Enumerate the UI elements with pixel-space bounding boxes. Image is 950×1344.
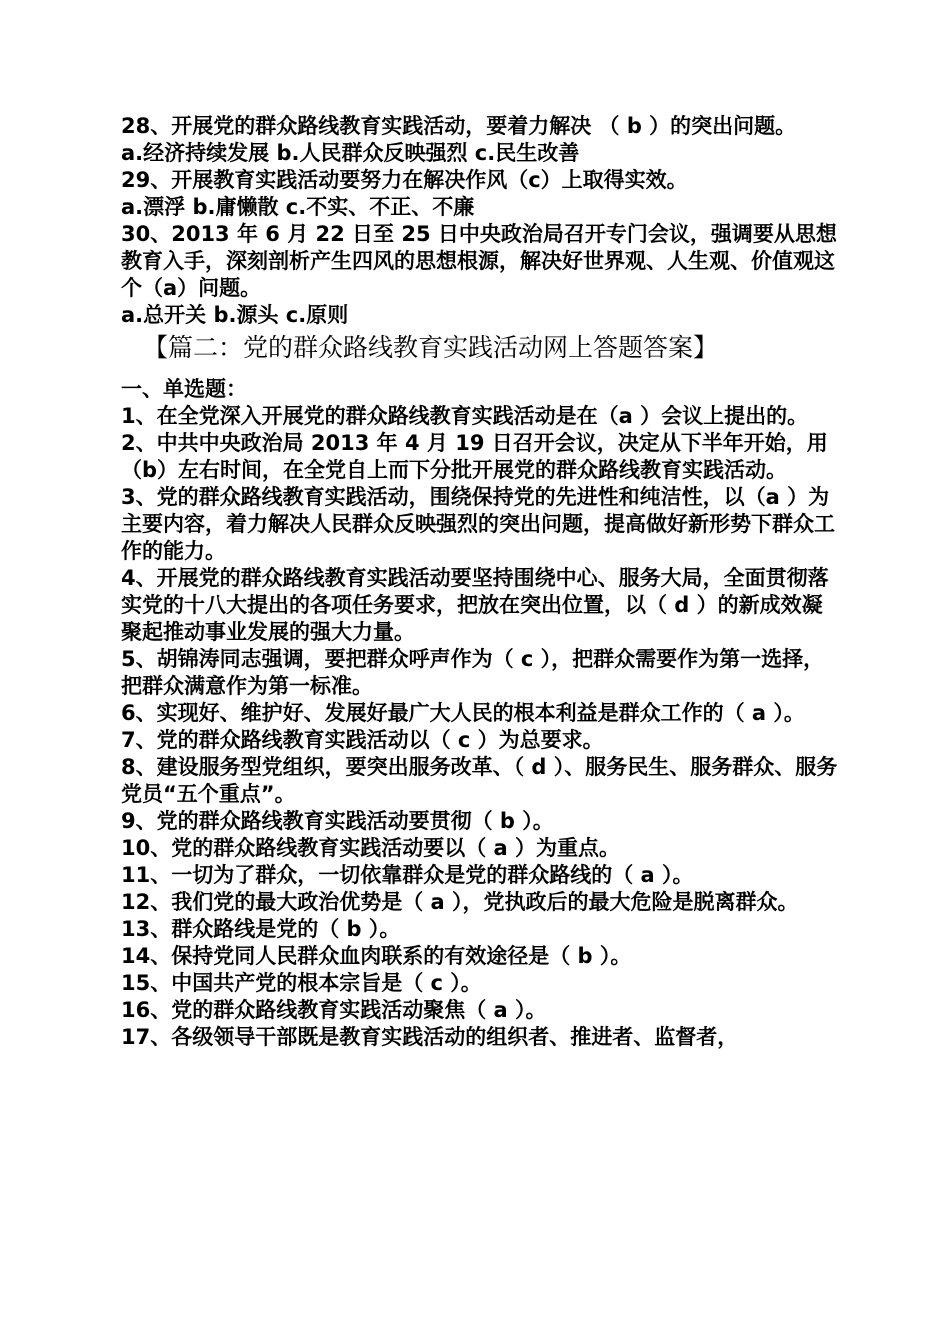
question-8: 8、建设服务型党组织，要突出服务改革、（ d ）、服务民生、服务群众、服务党员“五个重点”。 bbox=[121, 755, 838, 806]
question-13: 13、群众路线是党的（ b ）。 bbox=[121, 917, 401, 941]
question-16: 16、党的群众路线教育实践活动聚焦（ a ）。 bbox=[121, 998, 547, 1022]
section-subtitle: 一、单选题： bbox=[121, 377, 247, 401]
question-17: 17、各级领导干部既是教育实践活动的组织者、推进者、监督者， bbox=[121, 1025, 739, 1049]
options-28: a.经济持续发展 b.人民群众反映强烈 c.民生改善 bbox=[121, 141, 580, 165]
options-29: a.漂浮 b.庸懒散 c.不实、不正、不廉 bbox=[121, 195, 475, 219]
question-5: 5、胡锦涛同志强调，要把群众呼声作为（ c ），把群众需要作为第一选择，把群众满意作为第一标准。 bbox=[121, 647, 825, 698]
question-30: 30、2013 年 6 月 22 日至 25 日中央政治局召开专门会议，强调要从思想教育入手，深刻剖析产生四风的思想根源，解决好世界观、人生观、价值观这个（a）问题。 bbox=[121, 222, 837, 300]
document-body bbox=[114, 113, 840, 1051]
question-3: 3、党的群众路线教育实践活动，围绕保持党的先进性和纯洁性，以（a ）为主要内容，着力解决人民群众反映强烈的突出问题，提高做好新形势下群众工作的能力。 bbox=[121, 485, 835, 563]
question-9: 9、党的群众路线教育实践活动要贯彻（ b ）。 bbox=[121, 809, 554, 833]
question-11: 11、一切为了群众，一切依靠群众是党的群众路线的（ a ）。 bbox=[121, 863, 694, 887]
question-15: 15、中国共产党的根本宗旨是（ c ）。 bbox=[121, 971, 482, 995]
section-heading: 【篇二：党的群众路线教育实践活动网上答题答案】 bbox=[143, 333, 719, 362]
question-14: 14、保持党同人民群众血肉联系的有效途径是（ b ）。 bbox=[121, 944, 632, 968]
question-28: 28、开展党的群众路线教育实践活动，要着力解决 （ b ）的突出问题。 bbox=[121, 114, 797, 138]
question-1: 1、在全党深入开展党的群众路线教育实践活动是在（a ）会议上提出的。 bbox=[121, 404, 809, 428]
question-29: 29、开展教育实践活动要努力在解决作风（c）上取得实效。 bbox=[121, 168, 688, 192]
question-6: 6、实现好、维护好、发展好最广大人民的根本利益是群众工作的（ a ）。 bbox=[121, 701, 805, 725]
question-7: 7、党的群众路线教育实践活动以（ c ）为总要求。 bbox=[121, 728, 604, 752]
question-12: 12、我们党的最大政治优势是（ a ），党执政后的最大危险是脱离群众。 bbox=[121, 890, 799, 914]
question-4: 4、开展党的群众路线教育实践活动要坚持围绕中心、服务大局，全面贯彻落实党的十八大提出的各项任务要求，把放在突出位置，以（ d ）的新成效凝聚起推动事业发展的强大力量。 bbox=[121, 566, 829, 644]
question-2: 2、中共中央政治局 2013 年 4 月 19 日召开会议，决定从下半年开始，用（b）左右时间，在全党自上而下分批开展党的群众路线教育实践活动。 bbox=[121, 431, 828, 482]
options-30: a.总开关 b.源头 c.原则 bbox=[121, 303, 349, 327]
question-10: 10、党的群众路线教育实践活动要以（ a ）为重点。 bbox=[121, 836, 621, 860]
